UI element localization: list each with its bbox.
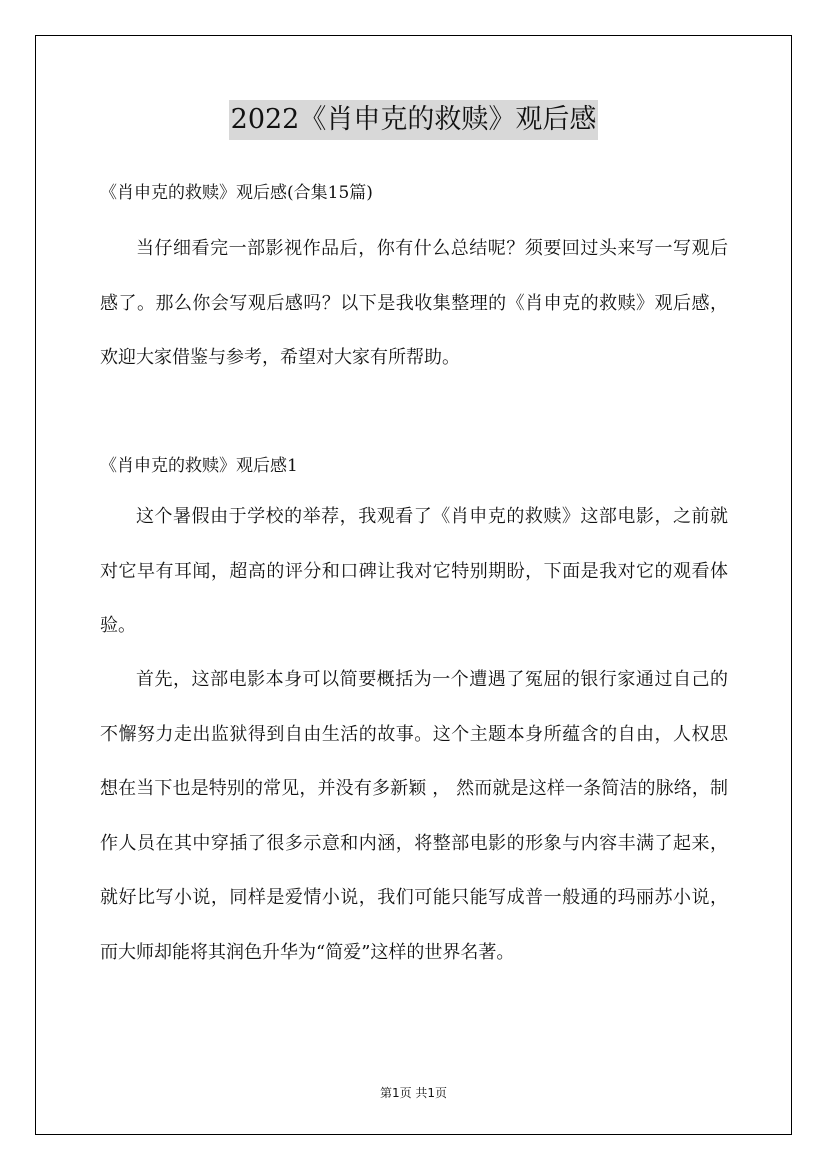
document-subtitle: 《肖申克的救赎》观后感(合集15篇) [100,183,373,203]
section-paragraph: 首先，这部电影本身可以简要概括为一个遭遇了冤屈的银行家通过自己的不懈努力走出监狱得到自由生活的故事。这个主题本身所蕴含的自由，人权思想在当下也是特别的常见，并没有多新颖 ， 然而就是这样一条简洁的脉络，制作人员在其中穿插了很多示意和内涵，将整部电影的形象与内容丰满了起来，就好比写小说，同样是爱情小说，我们可能只能写成普一般通的玛丽苏小说，而大师却能将其润色升华为“简爱”这样的世界名著。 [100,669,728,963]
intro-paragraph: 当仔细看完一部影视作品后，你有什么总结呢？须要回过头来写一写观后感了。那么你会写观后感吗？以下是我收集整理的《肖申克的救赎》观后感，欢迎大家借鉴与参考，希望对大家有所帮助。 [100,238,728,368]
document-title: 2022《肖申克的救赎》观后感 [229,100,599,140]
page-footer: 第1页 共1页 [379,1086,448,1100]
section-paragraph: 这个暑假由于学校的举荐，我观看了《肖申克的救赎》这部电影，之前就对它早有耳闻，超高的评分和口碑让我对它特别期盼，下面是我对它的观看体验。 [100,506,728,636]
title-container [0,100,827,140]
section-heading: 《肖申克的救赎》观后感1 [100,456,298,476]
